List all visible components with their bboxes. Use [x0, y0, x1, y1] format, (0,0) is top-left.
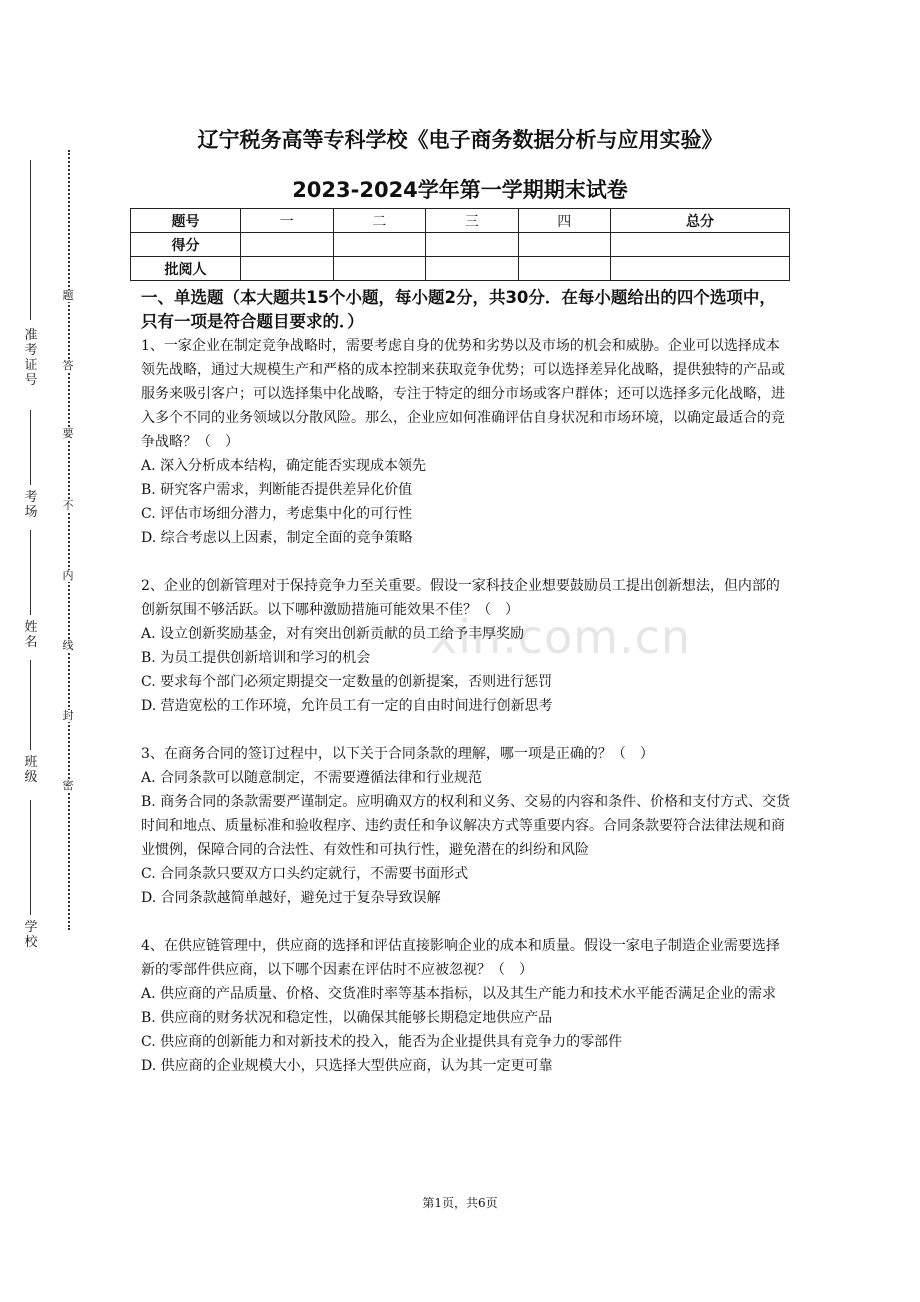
- seal-mark: 内: [62, 569, 74, 582]
- score-header-cell: 一: [241, 209, 334, 233]
- score-header-cell: 题号: [131, 209, 241, 233]
- question-option[interactable]: D. 合同条款越简单越好，避免过于复杂导致误解: [141, 890, 441, 906]
- exam-title: 辽宁税务高等专科学校《电子商务数据分析与应用实验》: [197, 128, 723, 152]
- seal-sidebar: [8, 150, 98, 950]
- field-room-label: 考场: [24, 490, 38, 520]
- question-option[interactable]: C. 要求每个部门必须定期提交一定数量的创新提案，否则进行惩罚: [141, 674, 553, 690]
- question-option[interactable]: A. 设立创新奖励基金，对有突出创新贡献的员工给予丰厚奖励: [141, 626, 525, 642]
- question-option[interactable]: C. 合同条款只要双方口头约定就行，不需要书面形式: [141, 866, 469, 882]
- field-name-label: 姓名: [24, 620, 38, 650]
- field-school-label: 学校: [24, 920, 38, 950]
- section-title: 一、单选题（本大题共15个小题，每小题2分，共30分．在每小题给出的四个选项中，只有一项是符合题目要求的．）: [141, 288, 776, 331]
- score-cell[interactable]: [333, 233, 426, 257]
- question-option[interactable]: D. 营造宽松的工作环境，允许员工有一定的自由时间进行创新思考: [141, 698, 553, 714]
- exam-subtitle: 2023-2024学年第一学期期末试卷: [292, 178, 628, 202]
- score-cell[interactable]: [611, 257, 790, 281]
- score-header-cell: 二: [333, 209, 426, 233]
- score-table-header-row: [131, 209, 790, 233]
- question-option[interactable]: B. 商务合同的条款需要严谨制定。应明确双方的权利和义务、交易的内容和条件、价格和支付方式、交货时间和地点、质量标准和验收程序、违约责任和争议解决方式等重要内容。合同条款要符合法律法规和商业惯例，保障合同的合法性、有效性和可执行性，避免潜在的纠纷和风险: [141, 794, 791, 858]
- score-cell[interactable]: [518, 233, 611, 257]
- question: [141, 742, 791, 910]
- score-row-label: 批阅人: [131, 257, 241, 281]
- page-footer: 第1页，共6页: [422, 1196, 498, 1210]
- score-cell[interactable]: [241, 233, 334, 257]
- question-option[interactable]: C. 评估市场细分潜力，考虑集中化的可行性: [141, 506, 413, 522]
- score-table-row: [131, 257, 790, 281]
- question-option[interactable]: B. 供应商的财务状况和稳定性，以确保其能够长期稳定地供应产品: [141, 1010, 553, 1026]
- score-cell[interactable]: [426, 233, 519, 257]
- field-class-blank[interactable]: [30, 660, 31, 750]
- question: [141, 574, 791, 718]
- seal-line: [68, 150, 70, 930]
- field-room-blank[interactable]: [30, 410, 31, 485]
- score-row-label: 得分: [131, 233, 241, 257]
- watermark: xin.com.cn: [430, 610, 692, 664]
- question-stem: 1、一家企业在制定竞争战略时，需要考虑自身的优势和劣势以及市场的机会和威胁。企业可以选择成本领先战略，通过大规模生产和严格的成本控制来获取竞争优势；可以选择差异化战略，提供独特的产品或服务来吸引客户；可以选择集中化战略，专注于特定的细分市场或客户群体；还可以选择多元化战略，进入多个不同的业务领域以分散风险。那么，企业应如何准确评估自身状况和市场环境，以确定最适合的竞争战略？（ ）: [141, 338, 785, 450]
- score-cell[interactable]: [518, 257, 611, 281]
- seal-mark: 答: [62, 359, 74, 372]
- field-class-label: 班级: [24, 755, 38, 785]
- score-cell[interactable]: [241, 257, 334, 281]
- question-option[interactable]: B. 为员工提供创新培训和学习的机会: [141, 650, 371, 666]
- exam-content: [141, 286, 791, 1078]
- field-exam-id-label: 准考证号: [24, 328, 38, 388]
- seal-mark: 封: [62, 709, 74, 722]
- seal-mark: 要: [62, 427, 74, 440]
- question-stem: 4、在供应链管理中，供应商的选择和评估直接影响企业的成本和质量。假设一家电子制造企业需要选择新的零部件供应商，以下哪个因素在评估时不应被忽视？（ ）: [141, 938, 780, 978]
- question-option[interactable]: A. 深入分析成本结构，确定能否实现成本领先: [141, 458, 427, 474]
- score-cell[interactable]: [333, 257, 426, 281]
- score-header-cell: 三: [426, 209, 519, 233]
- score-cell[interactable]: [426, 257, 519, 281]
- score-table: [130, 208, 790, 281]
- question-stem: 2、企业的创新管理对于保持竞争力至关重要。假设一家科技企业想要鼓励员工提出创新想法，但内部的创新氛围不够活跃。以下哪种激励措施可能效果不佳？（ ）: [141, 578, 780, 618]
- question-option[interactable]: D. 综合考虑以上因素，制定全面的竞争策略: [141, 530, 413, 546]
- seal-mark: 题: [62, 289, 74, 302]
- seal-mark: 线: [62, 639, 74, 652]
- question-option[interactable]: A. 合同条款可以随意制定，不需要遵循法律和行业规范: [141, 770, 483, 786]
- field-name-blank[interactable]: [30, 530, 31, 615]
- question-stem: 3、在商务合同的签订过程中，以下关于合同条款的理解，哪一项是正确的？（ ）: [141, 746, 654, 762]
- question: [141, 934, 791, 1078]
- field-school-blank[interactable]: [30, 800, 31, 915]
- score-cell[interactable]: [611, 233, 790, 257]
- question-option[interactable]: A. 供应商的产品质量、价格、交货准时率等基本指标，以及其生产能力和技术水平能否满足企业的需求: [141, 986, 777, 1002]
- score-header-cell: 四: [518, 209, 611, 233]
- question: [141, 334, 791, 550]
- score-header-cell: 总分: [611, 209, 790, 233]
- question-option[interactable]: C. 供应商的创新能力和对新技术的投入，能否为企业提供具有竞争力的零部件: [141, 1034, 623, 1050]
- seal-mark: 密: [62, 779, 74, 792]
- question-option[interactable]: B. 研究客户需求，判断能否提供差异化价值: [141, 482, 413, 498]
- score-table-row: [131, 233, 790, 257]
- question-option[interactable]: D. 供应商的企业规模大小，只选择大型供应商，认为其一定更可靠: [141, 1058, 553, 1074]
- seal-mark: 不: [62, 499, 74, 512]
